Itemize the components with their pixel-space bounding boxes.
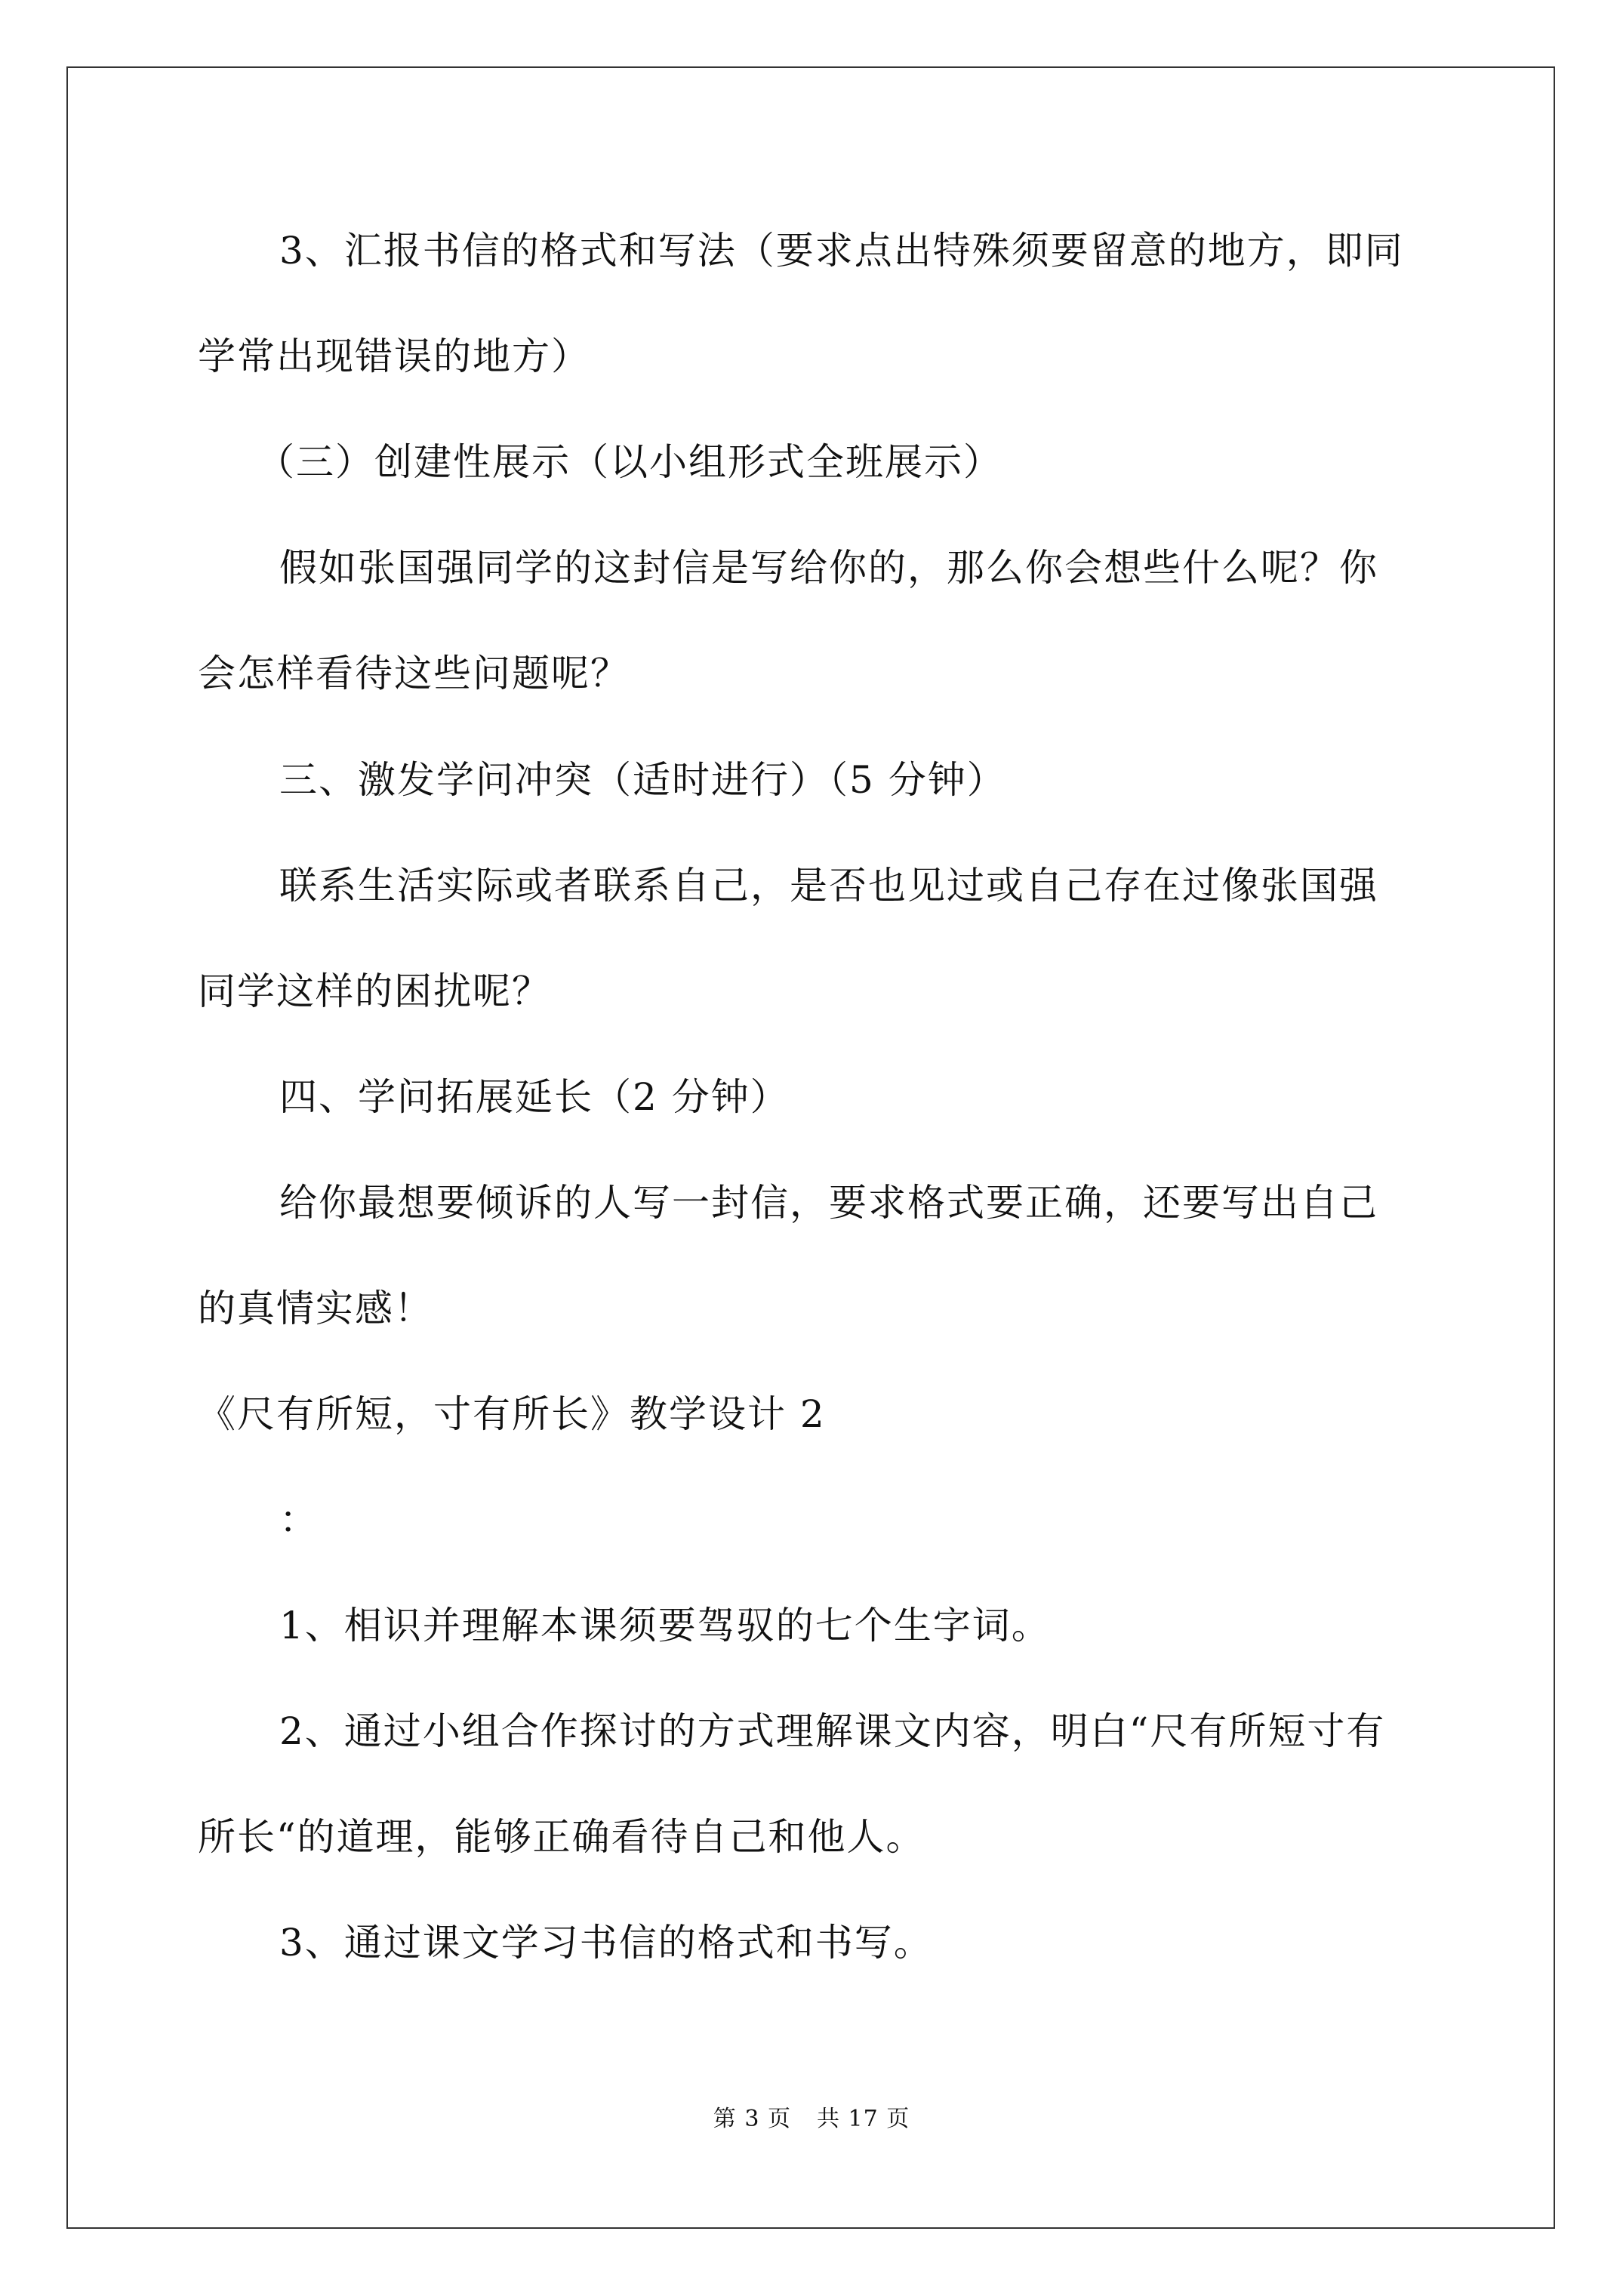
- paragraph-line: ：: [279, 1498, 319, 1542]
- page-footer: [0, 2104, 1623, 2134]
- page-total: 共 17 页: [816, 2106, 910, 2132]
- paragraph-line: 2、通过小组合作探讨的方式理解课文内容，明白“尺有所短寸有: [279, 1709, 1386, 1753]
- page-number: 第 3 页: [713, 2106, 791, 2132]
- paragraph-line: 同学这样的困扰呢？: [198, 969, 551, 1013]
- paragraph-line: 三、激发学问冲突（适时进行）（5 分钟）: [279, 758, 1006, 802]
- paragraph-line: 的真情实感！: [198, 1287, 433, 1330]
- paragraph-line: 联系生活实际或者联系自己，是否也见过或自己存在过像张国强: [279, 864, 1378, 908]
- paragraph-line: 3、汇报书信的格式和写法（要求点出特殊须要留意的地方，即同: [279, 229, 1404, 273]
- paragraph-line: 所长“的道理，能够正确看待自己和他人。: [198, 1815, 925, 1859]
- paragraph-line: 学常出现错误的地方）: [198, 334, 590, 378]
- paragraph-line: 假如张国强同学的这封信是写给你的，那么你会想些什么呢？你: [279, 546, 1378, 590]
- paragraph-line: （三）创建性展示（以小组形式全班展示）: [257, 440, 1002, 484]
- paragraph-line: 1、相识并理解本课须要驾驭的七个生字词。: [279, 1604, 1051, 1647]
- paragraph-line: 给你最想要倾诉的人写一封信，要求格式要正确，还要写出自己: [279, 1181, 1378, 1225]
- paragraph-line: 会怎样看待这些问题呢？: [198, 652, 630, 695]
- section-title: 《尺有所短，寸有所长》教学设计 2: [198, 1392, 826, 1436]
- paragraph-line: 3、通过课文学习书信的格式和书写。: [279, 1921, 933, 1965]
- paragraph-line: 四、学问拓展延长（2 分钟）: [279, 1075, 790, 1119]
